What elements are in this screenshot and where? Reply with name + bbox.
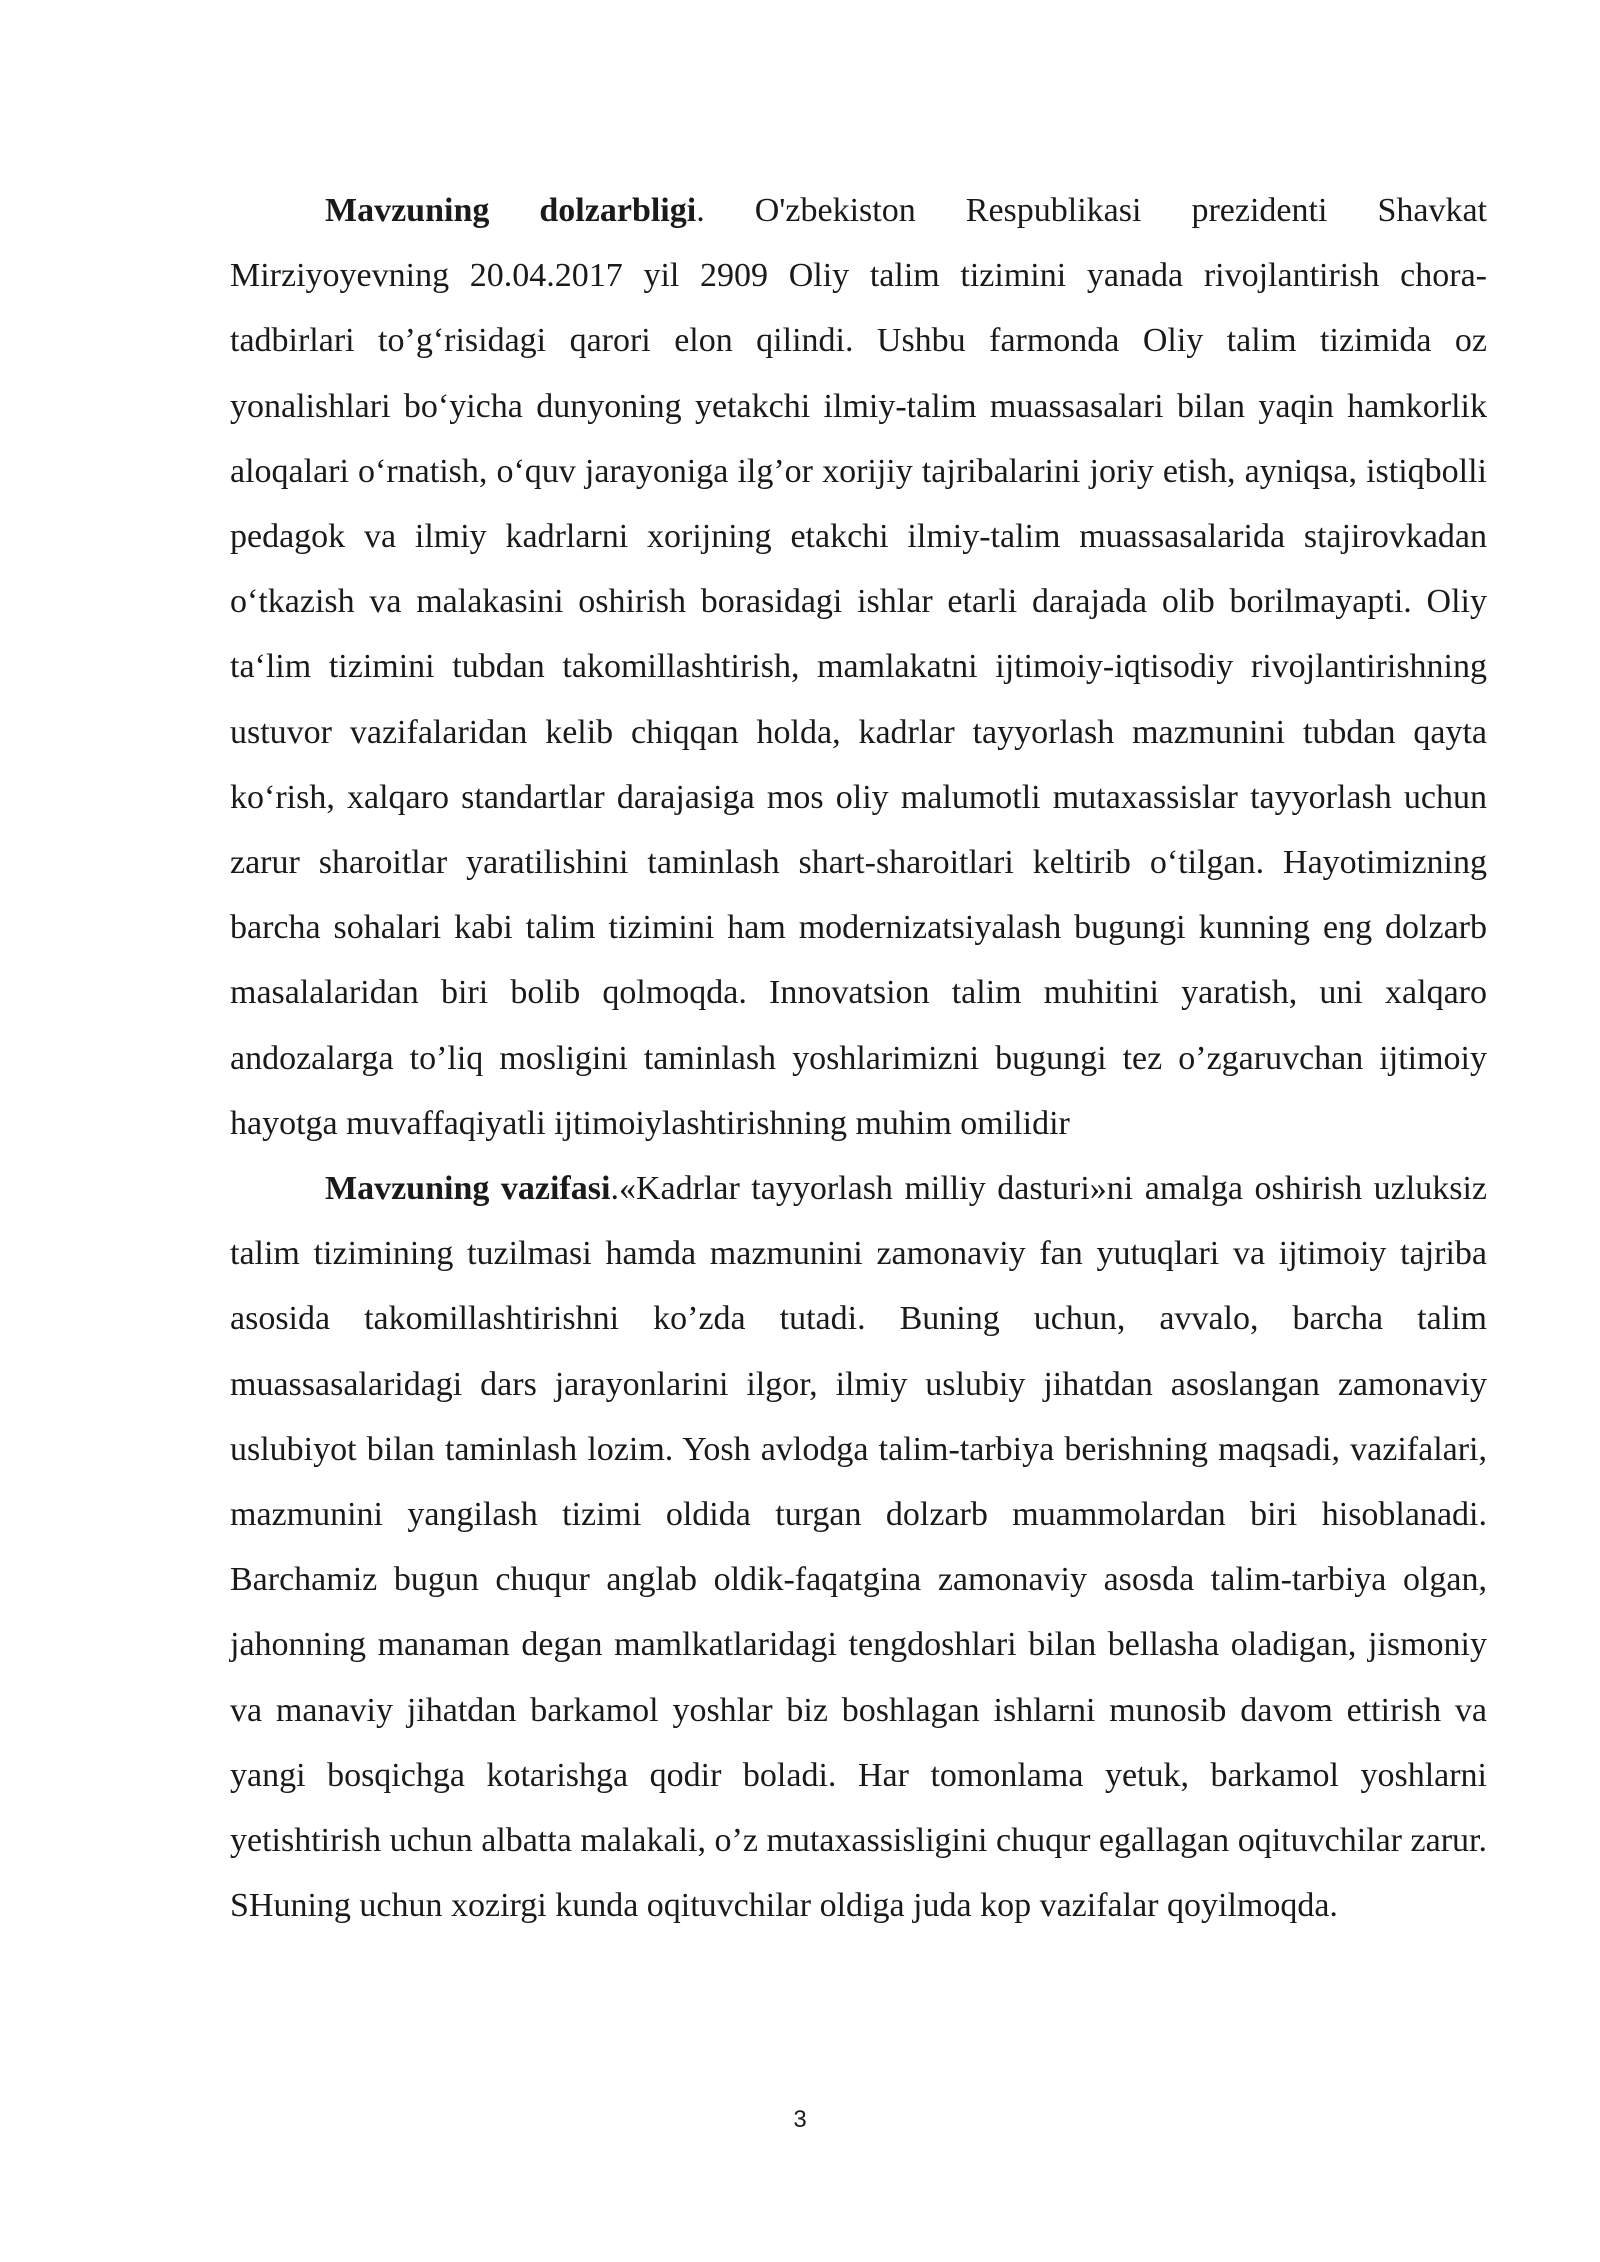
heading-punctuation: . [610, 1170, 619, 1208]
heading-punctuation: . [696, 192, 755, 229]
paragraph-text-objective: «Kadrlar tayyorlash milliy dasturi»ni amalga oshirish uzluksiz talim tizimining tuzilmasi hamda mazmunini zamonaviy fan yutuqlari va ijtimoiy tajriba asosida takomillashtirishni ko’zda tutadi. Buning uchun, avvalo, barcha talim muassasalaridagi dars jarayonlarini ilgor, ilmiy uslubiy jihatdan asoslangan zamonaviy uslubiyot bilan taminlash lozim. Yosh avlodga talim-tarbiya berishning maqsadi, vazifalari, mazmunini yangilash tizimi oldida turgan dolzarb muammolardan biri hisoblanadi. Barchamiz bugun chuqur anglab oldik-faqatgina zamonaviy asosda talim-tarbiya olgan, jahonning manaman degan mamlkatlaridagi tengdoshlari bilan bellasha oladigan, jismoniy va manaviy jihatdan barkamol yoshlar biz boshlagan ishlarni munosib davom ettirish va yangi bosqichga kotarishga qodir boladi. Har tomonlama yetuk, barkamol yoshlarni yetishtirish uchun albatta malakali, o’z mutaxassisligini chuqur egallagan oqituvchilar zarur. SHuning uchun xozirgi kunda oqituvchilar oldiga juda kop vazifalar qoyilmoqda. [230, 1170, 1487, 1925]
paragraph-heading-objective: Mavzuning vazifasi [325, 1170, 611, 1208]
paragraph-text-relevance: O'zbekiston Respublikasi prezidenti Shavkat Mirziyoyevning 20.04.2017 yil 2909 Oliy talim tizimini yanada rivojlantirish chora-tadbirlari to’g‘risidagi qarori elon qilindi. Ushbu farmonda Oliy talim tizimida oz yonalishlari bo‘yicha dunyoning yetakchi ilmiy-talim muassasalari bilan yaqin hamkorlik aloqalari o‘rnatish, o‘quv jarayoniga ilg’or xorijiy tajribalarini joriy etish, ayniqsa, istiqbolli pedagok va ilmiy kadrlarni xorijning etakchi ilmiy-talim muassasalarida stajirovkadan o‘tkazish va malakasini oshirish borasidagi ishlar etarli darajada olib borilmayapti. Oliy ta‘lim tizimini tubdan takomillashtirish, mamlakatni ijtimoiy-iqtisodiy rivojlantirishning ustuvor vazifalaridan kelib chiqqan holda, kadrlar tayyorlash mazmunini tubdan qayta ko‘rish, xalqaro standartlar darajasiga mos oliy malumotli mutaxassislar tayyorlash uchun zarur sharoitlar yaratilishini taminlash shart-sharoitlari keltirib o‘tilgan. Hayotimizning barcha sohalari kabi talim tizimini ham modernizatsiyalash bugungi kunning eng dolzarb masalalaridan biri bolib qolmoqda. Innovatsion talim muhitini yaratish, uni xalqaro andozalarga to’liq mosligini taminlash yoshlarimizni bugungi tez o’zgaruvchan ijtimoiy hayotga muvaffaqiyatli ijtimoiylashtirishning muhim omilidir [230, 192, 1487, 1142]
paragraph-relevance [230, 178, 1487, 1156]
paragraph-objective [230, 1156, 1487, 1938]
page-number: 3 [793, 2106, 807, 2133]
paragraph-heading-relevance: Mavzuning dolzarbligi [325, 192, 697, 229]
document-body [230, 178, 1487, 1938]
